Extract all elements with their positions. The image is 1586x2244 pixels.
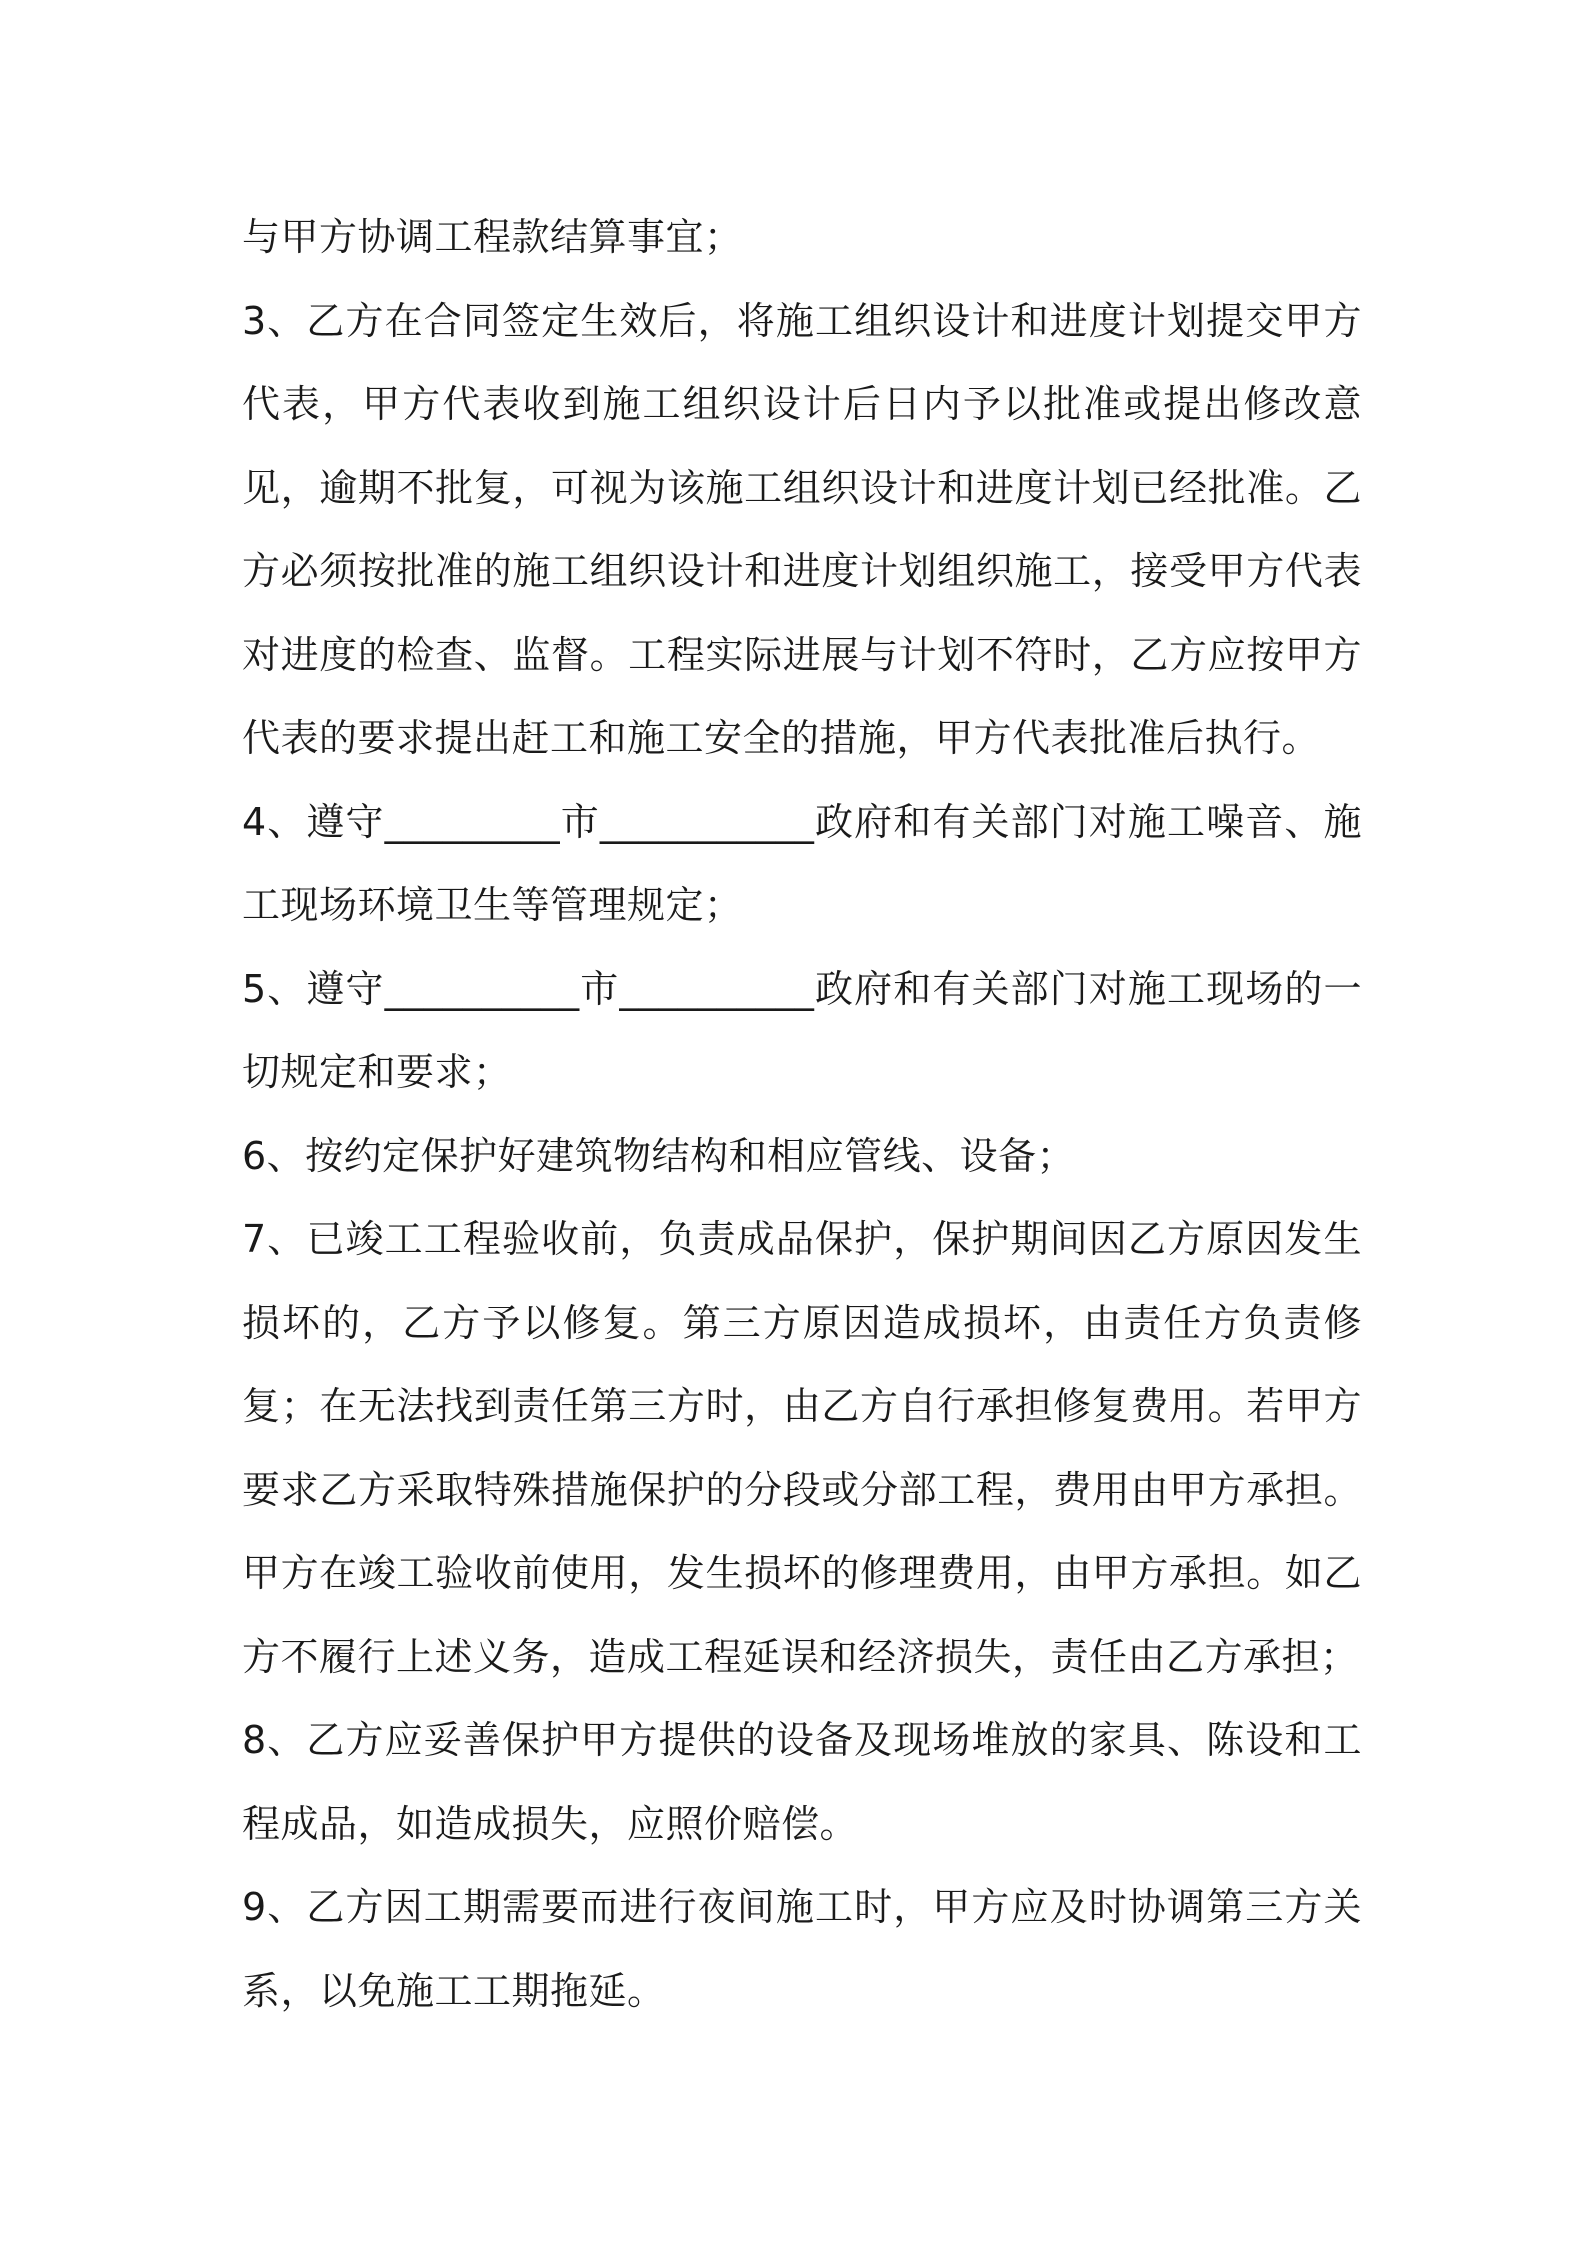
paragraph-item-7: 7、已竣工工程验收前，负责成品保护，保护期间因乙方原因发生损坏的，乙方予以修复。第三方原因造成损坏，由责任方负责修复；在无法找到责任第三方时，由乙方自行承担修复费用。若甲方要求乙方采取特殊措施保护的分段或分部工程，费用由甲方承担。甲方在竣工验收前使用，发生损坏的修理费用，由甲方承担。如乙方不履行上述义务，造成工程延误和经济损失，责任由乙方承担； [242, 1217, 1362, 1679]
paragraph-item-9: 9、乙方因工期需要而进行夜间施工时，甲方应及时协调第三方关系，以免施工工期拖延。 [242, 1885, 1362, 2013]
paragraph-continuation: 与甲方协调工程款结算事宜； [242, 215, 743, 259]
paragraph-item-5: 5、遵守__________市__________政府和有关部门对施工现场的一切规定和要求； [242, 966, 1362, 1094]
paragraph-item-8: 8、乙方应妥善保护甲方提供的设备及现场堆放的家具、陈设和工程成品，如造成损失，应照价赔偿。 [242, 1718, 1362, 1846]
paragraph-item-4: 4、遵守_________市___________政府和有关部门对施工噪音、施工现场环境卫生等管理规定； [242, 799, 1362, 927]
paragraph-item-3: 3、乙方在合同签定生效后，将施工组织设计和进度计划提交甲方代表，甲方代表收到施工组织设计后日内予以批准或提出修改意见，逾期不批复，可视为该施工组织设计和进度计划已经批准。乙方必须按批准的施工组织设计和进度计划组织施工，接受甲方代表对进度的检查、监督。工程实际进展与计划不符时，乙方应按甲方代表的要求提出赶工和施工安全的措施，甲方代表批准后执行。 [242, 298, 1362, 760]
contract-body [242, 196, 1362, 2033]
paragraph-item-6: 6、按约定保护好建筑物结构和相应管线、设备； [242, 1133, 1076, 1178]
